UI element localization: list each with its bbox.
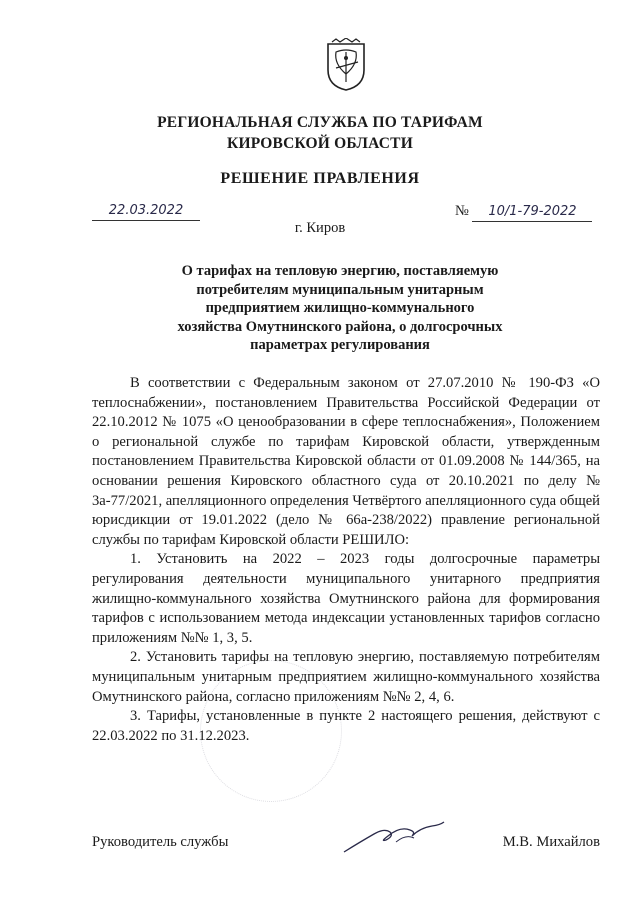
org-line-1: РЕГИОНАЛЬНАЯ СЛУЖБА ПО ТАРИФАМ: [157, 114, 483, 131]
number-prefix: №: [455, 203, 469, 219]
signatory-role: Руководитель службы: [92, 834, 229, 850]
faint-stamp: [200, 660, 342, 802]
signatory-name: М.В. Михайлов: [502, 834, 600, 850]
document-date: 22.03.2022: [92, 202, 200, 221]
resolution-item-3: 3. Тарифы, установленные в пункте 2 настоящего решения, действуют с 22.03.2022 по 31.12.2023.: [92, 708, 600, 744]
number-value: 10/1-79-2022: [472, 203, 592, 222]
kirov-coat-of-arms-icon: [324, 38, 368, 92]
city: г. Киров: [294, 220, 346, 236]
document-number: [455, 202, 592, 220]
subject-line-1: О тарифах на тепловую энергию, поставляемую: [181, 263, 499, 279]
document-body: [92, 374, 600, 746]
resolution-item-1: 1. Установить на 2022 – 2023 годы долгосрочные параметры регулирования деятельности муниципального унитарного предприятия жилищно-коммунального хозяйства Омутнинского района для формирования тарифов с использованием метода индексации установленных тарифов согласно приложениям №№ 1, 3, 5.: [92, 551, 600, 646]
subject-line-3: предприятием жилищно-коммунального: [205, 300, 475, 316]
subject-line-5: параметрах регулирования: [250, 337, 430, 353]
document-title: РЕШЕНИЕ ПРАВЛЕНИЯ: [220, 170, 420, 187]
preamble-paragraph: В соответствии с Федеральным законом от 27.07.2010 № 190-ФЗ «О теплоснабжении», постановлением Правительства Российской Федерации от 22.10.2012 № 1075 «О ценообразовании в сфере теплоснабжения», Положением о региональной службе по тарифам Кировской области, утвержденным постановлением Правительства Кировской области от 01.09.2008 № 144/365, на основании решения Кировского областного суда от 20.10.2021 по делу № 3а-77/2021, апелляционного определения Четвёртого апелляционного суда общей юрисдикции от 19.01.2022 (дело № 66а-238/2022) правление региональной службы по тарифам Кировской области РЕШИЛО:: [92, 375, 600, 548]
subject-line-4: хозяйства Омутнинского района, о долгосрочных: [177, 318, 503, 335]
subject-line-2: потребителям муниципальным унитарным: [196, 281, 484, 298]
organization-name: [0, 112, 640, 154]
org-line-2: КИРОВСКОЙ ОБЛАСТИ: [227, 135, 413, 152]
handwritten-signature: [340, 812, 450, 860]
resolution-item-2: 2. Установить тарифы на тепловую энергию, поставляемую потребителям муниципальным унитарным предприятием жилищно-коммунального хозяйства Омутнинского района, согласно приложениям №№ 2, 4, 6.: [92, 649, 600, 705]
document-subject: [150, 262, 530, 355]
